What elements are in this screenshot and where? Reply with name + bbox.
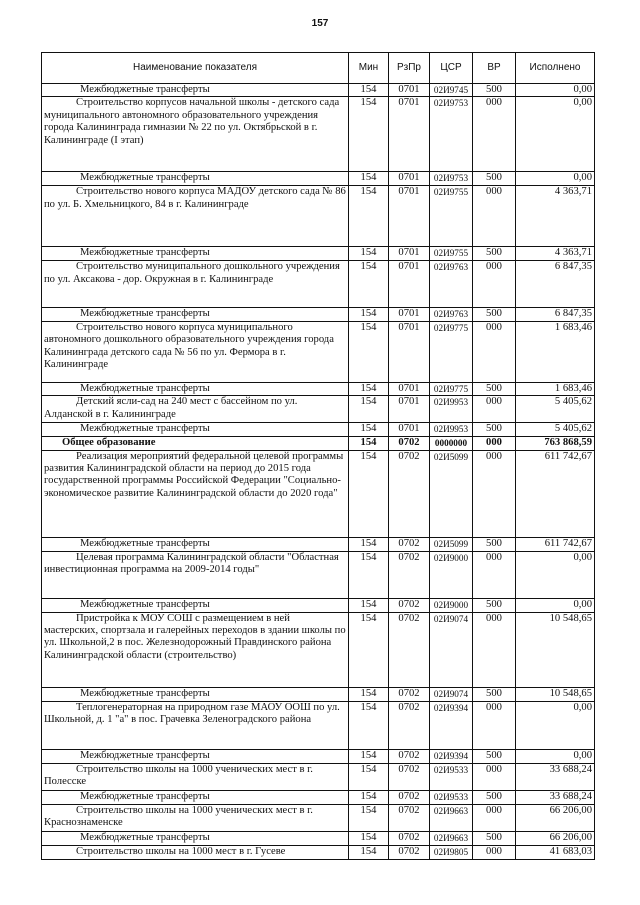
- cell-name: Общее образование: [42, 437, 349, 450]
- table-row: [42, 450, 595, 537]
- cell-done: 33 688,24: [516, 763, 595, 790]
- cell-name: Строительство школы на 1000 ученических мест в г. Полесске: [42, 763, 349, 790]
- cell-name: Строительство школы на 1000 ученических мест в г. Краснознаменске: [42, 804, 349, 831]
- cell-rzpr: 0701: [389, 308, 430, 321]
- table-row: [42, 763, 595, 790]
- cell-rzpr: 0702: [389, 804, 430, 831]
- cell-vr: 000: [473, 845, 516, 859]
- cell-done: 0,00: [516, 598, 595, 612]
- column-header-vr: ВР: [473, 53, 516, 84]
- cell-done: 66 206,00: [516, 804, 595, 831]
- cell-done: 763 868,59: [516, 437, 595, 450]
- cell-csr: 02И9775: [430, 382, 473, 395]
- cell-vr: 500: [473, 537, 516, 551]
- cell-csr: 02И9745: [430, 84, 473, 97]
- cell-name: Межбюджетные трансферты: [42, 598, 349, 612]
- cell-vr: 000: [473, 612, 516, 687]
- cell-name: Межбюджетные трансферты: [42, 308, 349, 321]
- cell-min: 154: [349, 97, 389, 172]
- cell-min: 154: [349, 831, 389, 845]
- column-header-name: Наименование показателя: [42, 53, 349, 84]
- cell-done: 5 405,62: [516, 423, 595, 437]
- cell-min: 154: [349, 396, 389, 423]
- table-row: [42, 97, 595, 172]
- cell-name: Межбюджетные трансферты: [42, 172, 349, 186]
- cell-rzpr: 0702: [389, 790, 430, 804]
- cell-rzpr: 0701: [389, 321, 430, 382]
- cell-vr: 500: [473, 423, 516, 437]
- cell-vr: 000: [473, 551, 516, 598]
- cell-vr: 000: [473, 97, 516, 172]
- cell-done: 0,00: [516, 749, 595, 763]
- cell-rzpr: 0701: [389, 97, 430, 172]
- cell-name: Целевая программа Калининградской области "Областная инвестиционная программа на 2009-2014 годы": [42, 551, 349, 598]
- cell-min: 154: [349, 612, 389, 687]
- table-row: [42, 790, 595, 804]
- column-header-csr: ЦСР: [430, 53, 473, 84]
- cell-csr: 02И9763: [430, 261, 473, 308]
- cell-vr: 000: [473, 396, 516, 423]
- table-row: [42, 831, 595, 845]
- cell-vr: 500: [473, 247, 516, 261]
- cell-min: 154: [349, 186, 389, 247]
- cell-done: 4 363,71: [516, 247, 595, 261]
- cell-min: 154: [349, 382, 389, 395]
- cell-done: 611 742,67: [516, 537, 595, 551]
- cell-min: 154: [349, 247, 389, 261]
- cell-min: 154: [349, 763, 389, 790]
- cell-name: Детский ясли-сад на 240 мест с бассейном по ул. Алданской в г. Калининграде: [42, 396, 349, 423]
- table-row: [42, 308, 595, 321]
- table-row: [42, 845, 595, 859]
- cell-name: Строительство школы на 1000 мест в г. Гусеве: [42, 845, 349, 859]
- cell-min: 154: [349, 687, 389, 701]
- cell-rzpr: 0702: [389, 687, 430, 701]
- cell-min: 154: [349, 749, 389, 763]
- cell-rzpr: 0702: [389, 598, 430, 612]
- cell-vr: 000: [473, 763, 516, 790]
- cell-csr: 02И5099: [430, 450, 473, 537]
- cell-done: 0,00: [516, 701, 595, 749]
- table-row: [42, 551, 595, 598]
- cell-csr: 02И5099: [430, 537, 473, 551]
- cell-min: 154: [349, 701, 389, 749]
- cell-rzpr: 0702: [389, 450, 430, 537]
- table-row: [42, 396, 595, 423]
- table-row: [42, 321, 595, 382]
- cell-min: 154: [349, 450, 389, 537]
- cell-done: 611 742,67: [516, 450, 595, 537]
- cell-done: 0,00: [516, 97, 595, 172]
- cell-name: Строительство нового корпуса МАДОУ детского сада № 86 по ул. Б. Хмельницкого, 84 в г. Калининграде: [42, 186, 349, 247]
- cell-name: Межбюджетные трансферты: [42, 84, 349, 97]
- cell-rzpr: 0702: [389, 845, 430, 859]
- cell-done: 0,00: [516, 84, 595, 97]
- cell-rzpr: 0702: [389, 551, 430, 598]
- cell-rzpr: 0701: [389, 382, 430, 395]
- cell-done: 5 405,62: [516, 396, 595, 423]
- cell-csr: 02И9753: [430, 172, 473, 186]
- cell-done: 1 683,46: [516, 382, 595, 395]
- column-header-min: Мин: [349, 53, 389, 84]
- cell-min: 154: [349, 804, 389, 831]
- table-row: [42, 598, 595, 612]
- cell-min: 154: [349, 437, 389, 450]
- cell-rzpr: 0701: [389, 84, 430, 97]
- cell-rzpr: 0701: [389, 261, 430, 308]
- cell-rzpr: 0701: [389, 186, 430, 247]
- cell-csr: 02И9394: [430, 749, 473, 763]
- cell-name: Строительство корпусов начальной школы - детского сада муниципального автономного образовательного учреждения города Калининграда гимназии № 22 по ул. Октябрьской в г. Калининграде (I этап): [42, 97, 349, 172]
- cell-csr: 02И9074: [430, 687, 473, 701]
- column-header-done: Исполнено: [516, 53, 595, 84]
- cell-min: 154: [349, 845, 389, 859]
- cell-vr: 500: [473, 687, 516, 701]
- table-row: [42, 382, 595, 395]
- table-row: [42, 701, 595, 749]
- cell-vr: 000: [473, 261, 516, 308]
- cell-done: 0,00: [516, 172, 595, 186]
- table-row: [42, 84, 595, 97]
- cell-csr: 02И9953: [430, 423, 473, 437]
- cell-name: Межбюджетные трансферты: [42, 790, 349, 804]
- cell-done: 6 847,35: [516, 261, 595, 308]
- cell-vr: 000: [473, 186, 516, 247]
- cell-csr: 0000000: [430, 437, 473, 450]
- table-row: [42, 247, 595, 261]
- table-body: [42, 84, 595, 860]
- cell-vr: 000: [473, 450, 516, 537]
- cell-rzpr: 0702: [389, 763, 430, 790]
- cell-name: Пристройка к МОУ СОШ с размещением в ней мастерских, спортзала и галерейных переходов в здании школы по ул. Школьной,2 в пос. Железнодорожный Правдинского района Калининградской области (строительство): [42, 612, 349, 687]
- table-row: [42, 186, 595, 247]
- cell-rzpr: 0701: [389, 423, 430, 437]
- cell-min: 154: [349, 537, 389, 551]
- cell-vr: 500: [473, 831, 516, 845]
- cell-min: 154: [349, 551, 389, 598]
- cell-vr: 500: [473, 308, 516, 321]
- cell-vr: 000: [473, 804, 516, 831]
- cell-name: Межбюджетные трансферты: [42, 382, 349, 395]
- cell-done: 4 363,71: [516, 186, 595, 247]
- cell-name: Межбюджетные трансферты: [42, 423, 349, 437]
- cell-vr: 500: [473, 790, 516, 804]
- cell-csr: 02И9775: [430, 321, 473, 382]
- cell-rzpr: 0702: [389, 537, 430, 551]
- cell-csr: 02И9074: [430, 612, 473, 687]
- cell-csr: 02И9533: [430, 790, 473, 804]
- cell-csr: 02И9394: [430, 701, 473, 749]
- column-header-rzpr: РзПр: [389, 53, 430, 84]
- cell-min: 154: [349, 261, 389, 308]
- table-row: [42, 537, 595, 551]
- cell-csr: 02И9000: [430, 551, 473, 598]
- cell-rzpr: 0701: [389, 247, 430, 261]
- cell-min: 154: [349, 84, 389, 97]
- cell-min: 154: [349, 790, 389, 804]
- cell-name: Межбюджетные трансферты: [42, 831, 349, 845]
- table-row: [42, 437, 595, 450]
- cell-rzpr: 0702: [389, 831, 430, 845]
- table-row: [42, 612, 595, 687]
- cell-min: 154: [349, 598, 389, 612]
- cell-done: 6 847,35: [516, 308, 595, 321]
- table-row: [42, 172, 595, 186]
- table-row: [42, 804, 595, 831]
- cell-rzpr: 0702: [389, 701, 430, 749]
- cell-min: 154: [349, 172, 389, 186]
- cell-rzpr: 0702: [389, 612, 430, 687]
- cell-done: 66 206,00: [516, 831, 595, 845]
- cell-csr: 02И9805: [430, 845, 473, 859]
- cell-vr: 000: [473, 701, 516, 749]
- table-row: [42, 261, 595, 308]
- cell-csr: 02И9755: [430, 186, 473, 247]
- cell-name: Строительство муниципального дошкольного учреждения по ул. Аксакова - дор. Окружная в г. Калининграде: [42, 261, 349, 308]
- cell-vr: 500: [473, 598, 516, 612]
- cell-done: 0,00: [516, 551, 595, 598]
- cell-csr: 02И9755: [430, 247, 473, 261]
- cell-min: 154: [349, 308, 389, 321]
- cell-vr: 500: [473, 172, 516, 186]
- cell-done: 10 548,65: [516, 612, 595, 687]
- table-row: [42, 749, 595, 763]
- cell-done: 33 688,24: [516, 790, 595, 804]
- cell-min: 154: [349, 321, 389, 382]
- cell-vr: 500: [473, 749, 516, 763]
- cell-rzpr: 0702: [389, 437, 430, 450]
- cell-vr: 000: [473, 321, 516, 382]
- cell-csr: 02И9663: [430, 804, 473, 831]
- cell-csr: 02И9533: [430, 763, 473, 790]
- cell-csr: 02И9000: [430, 598, 473, 612]
- cell-csr: 02И9753: [430, 97, 473, 172]
- cell-rzpr: 0701: [389, 396, 430, 423]
- cell-name: Межбюджетные трансферты: [42, 537, 349, 551]
- cell-vr: 500: [473, 84, 516, 97]
- cell-name: Межбюджетные трансферты: [42, 749, 349, 763]
- cell-vr: 500: [473, 382, 516, 395]
- cell-rzpr: 0701: [389, 172, 430, 186]
- cell-done: 1 683,46: [516, 321, 595, 382]
- cell-name: Межбюджетные трансферты: [42, 247, 349, 261]
- page-number: 157: [311, 18, 329, 29]
- cell-csr: 02И9763: [430, 308, 473, 321]
- cell-done: 41 683,03: [516, 845, 595, 859]
- budget-table: [41, 52, 595, 860]
- cell-name: Строительство нового корпуса муниципального автономного дошкольного образовательного учреждения города Калининграда детского сада № 56 по ул. Фермора в г. Калининграде: [42, 321, 349, 382]
- cell-csr: 02И9953: [430, 396, 473, 423]
- table-row: [42, 423, 595, 437]
- cell-name: Межбюджетные трансферты: [42, 687, 349, 701]
- cell-min: 154: [349, 423, 389, 437]
- cell-csr: 02И9663: [430, 831, 473, 845]
- cell-rzpr: 0702: [389, 749, 430, 763]
- cell-name: Теплогенераторная на природном газе МАОУ ООШ по ул. Школьной, д. 1 "а" в пос. Грачевка Зеленоградского района: [42, 701, 349, 749]
- cell-name: Реализация мероприятий федеральной целевой программы развития Калининградской области на период до 2015 года государственной программы Российской Федерации "Социально-экономическое развитие Калининградской области до 2020 года": [42, 450, 349, 537]
- cell-done: 10 548,65: [516, 687, 595, 701]
- cell-vr: 000: [473, 437, 516, 450]
- table-header-row: [42, 53, 595, 84]
- table-row: [42, 687, 595, 701]
